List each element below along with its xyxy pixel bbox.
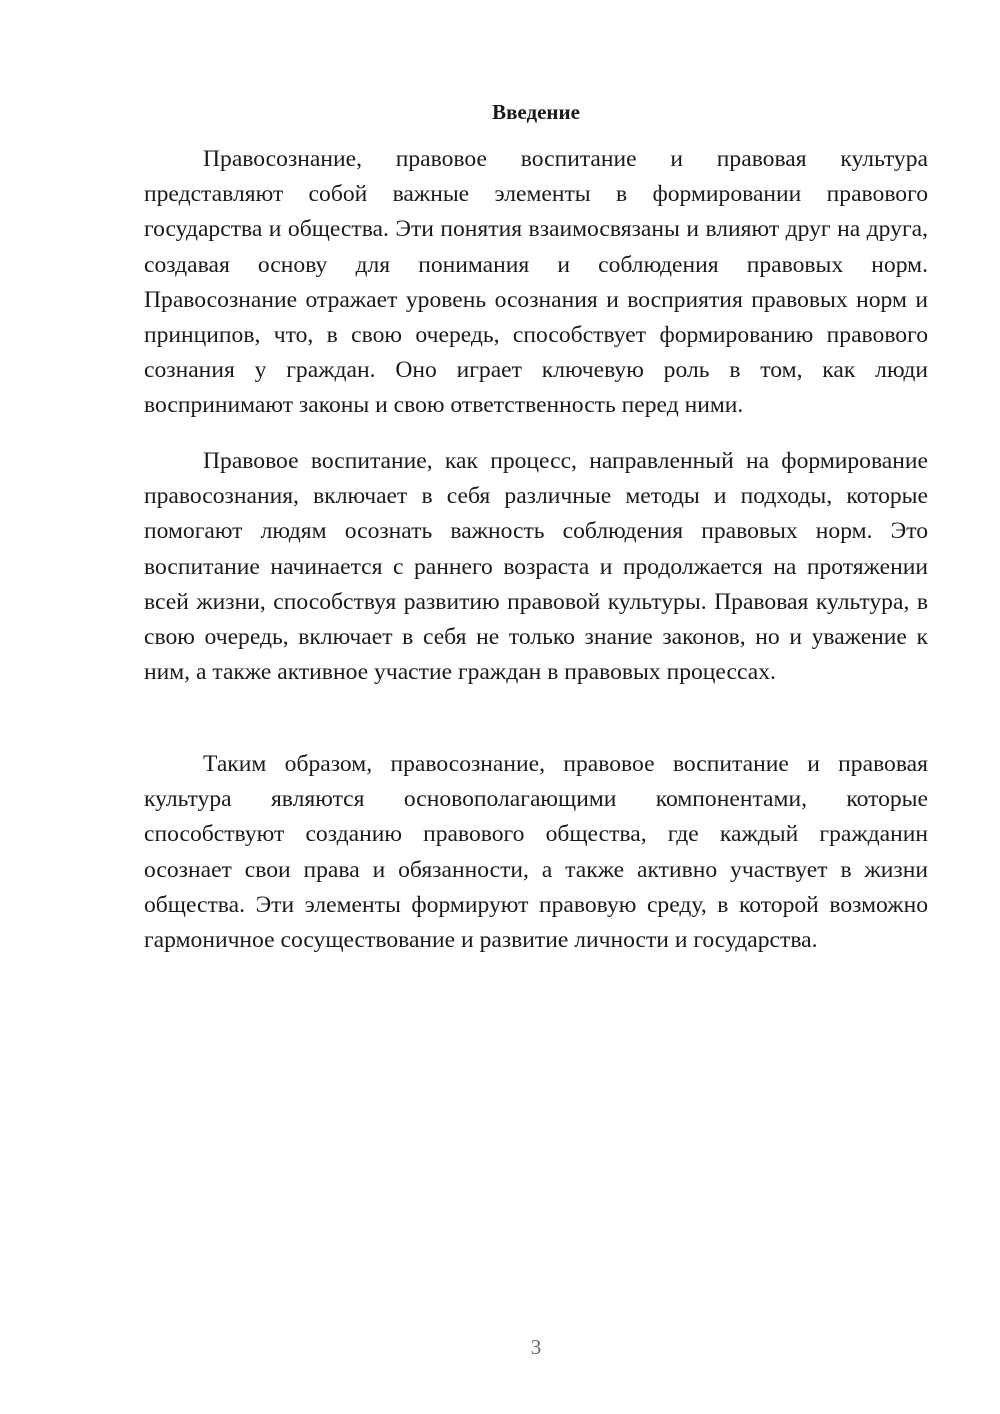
- paragraph-3: [144, 747, 928, 958]
- paragraph-text: Таким образом, правосознание, правовое воспитание и правовая культура являются основополагающими компонентами, которые способствуют созданию правового общества, где каждый гражданин осознает свои права и обязанности, а также активно участвует в жизни общества. Эти элементы формируют правовую среду, в которой возможно гармоничное сосуществование и развитие личности и государства.: [144, 751, 928, 954]
- paragraph-text: Правосознание, правовое воспитание и правовая культура представляют собой важные элементы в формировании правового государства и общества. Эти понятия взаимосвязаны и влияют друг на друга, создавая основу для понимания и соблюдения правовых норм. Правосознание отражает уровень осознания и восприятия правовых норм и принципов, что, в свою очередь, способствует формированию правового сознания у граждан. Оно играет ключевую роль в том, как люди воспринимают законы и свою ответственность перед ними.: [144, 146, 928, 419]
- paragraph-text: Правовое воспитание, как процесс, направленный на формирование правосознания, включает в себя различные методы и подходы, которые помогают людям осознать важность соблюдения правовых норм. Это воспитание начинается с раннего возраста и продолжается на протяжении всей жизни, способствуя развитию правовой культуры. Правовая культура, в свою очередь, включает в себя не только знание законов, но и уважение к ним, а также активное участие граждан в правовых процессах.: [144, 448, 928, 686]
- paragraph-2: [144, 444, 928, 690]
- page-heading: Введение: [492, 100, 580, 124]
- page-number: 3: [530, 1335, 542, 1359]
- paragraph-1: [144, 142, 928, 424]
